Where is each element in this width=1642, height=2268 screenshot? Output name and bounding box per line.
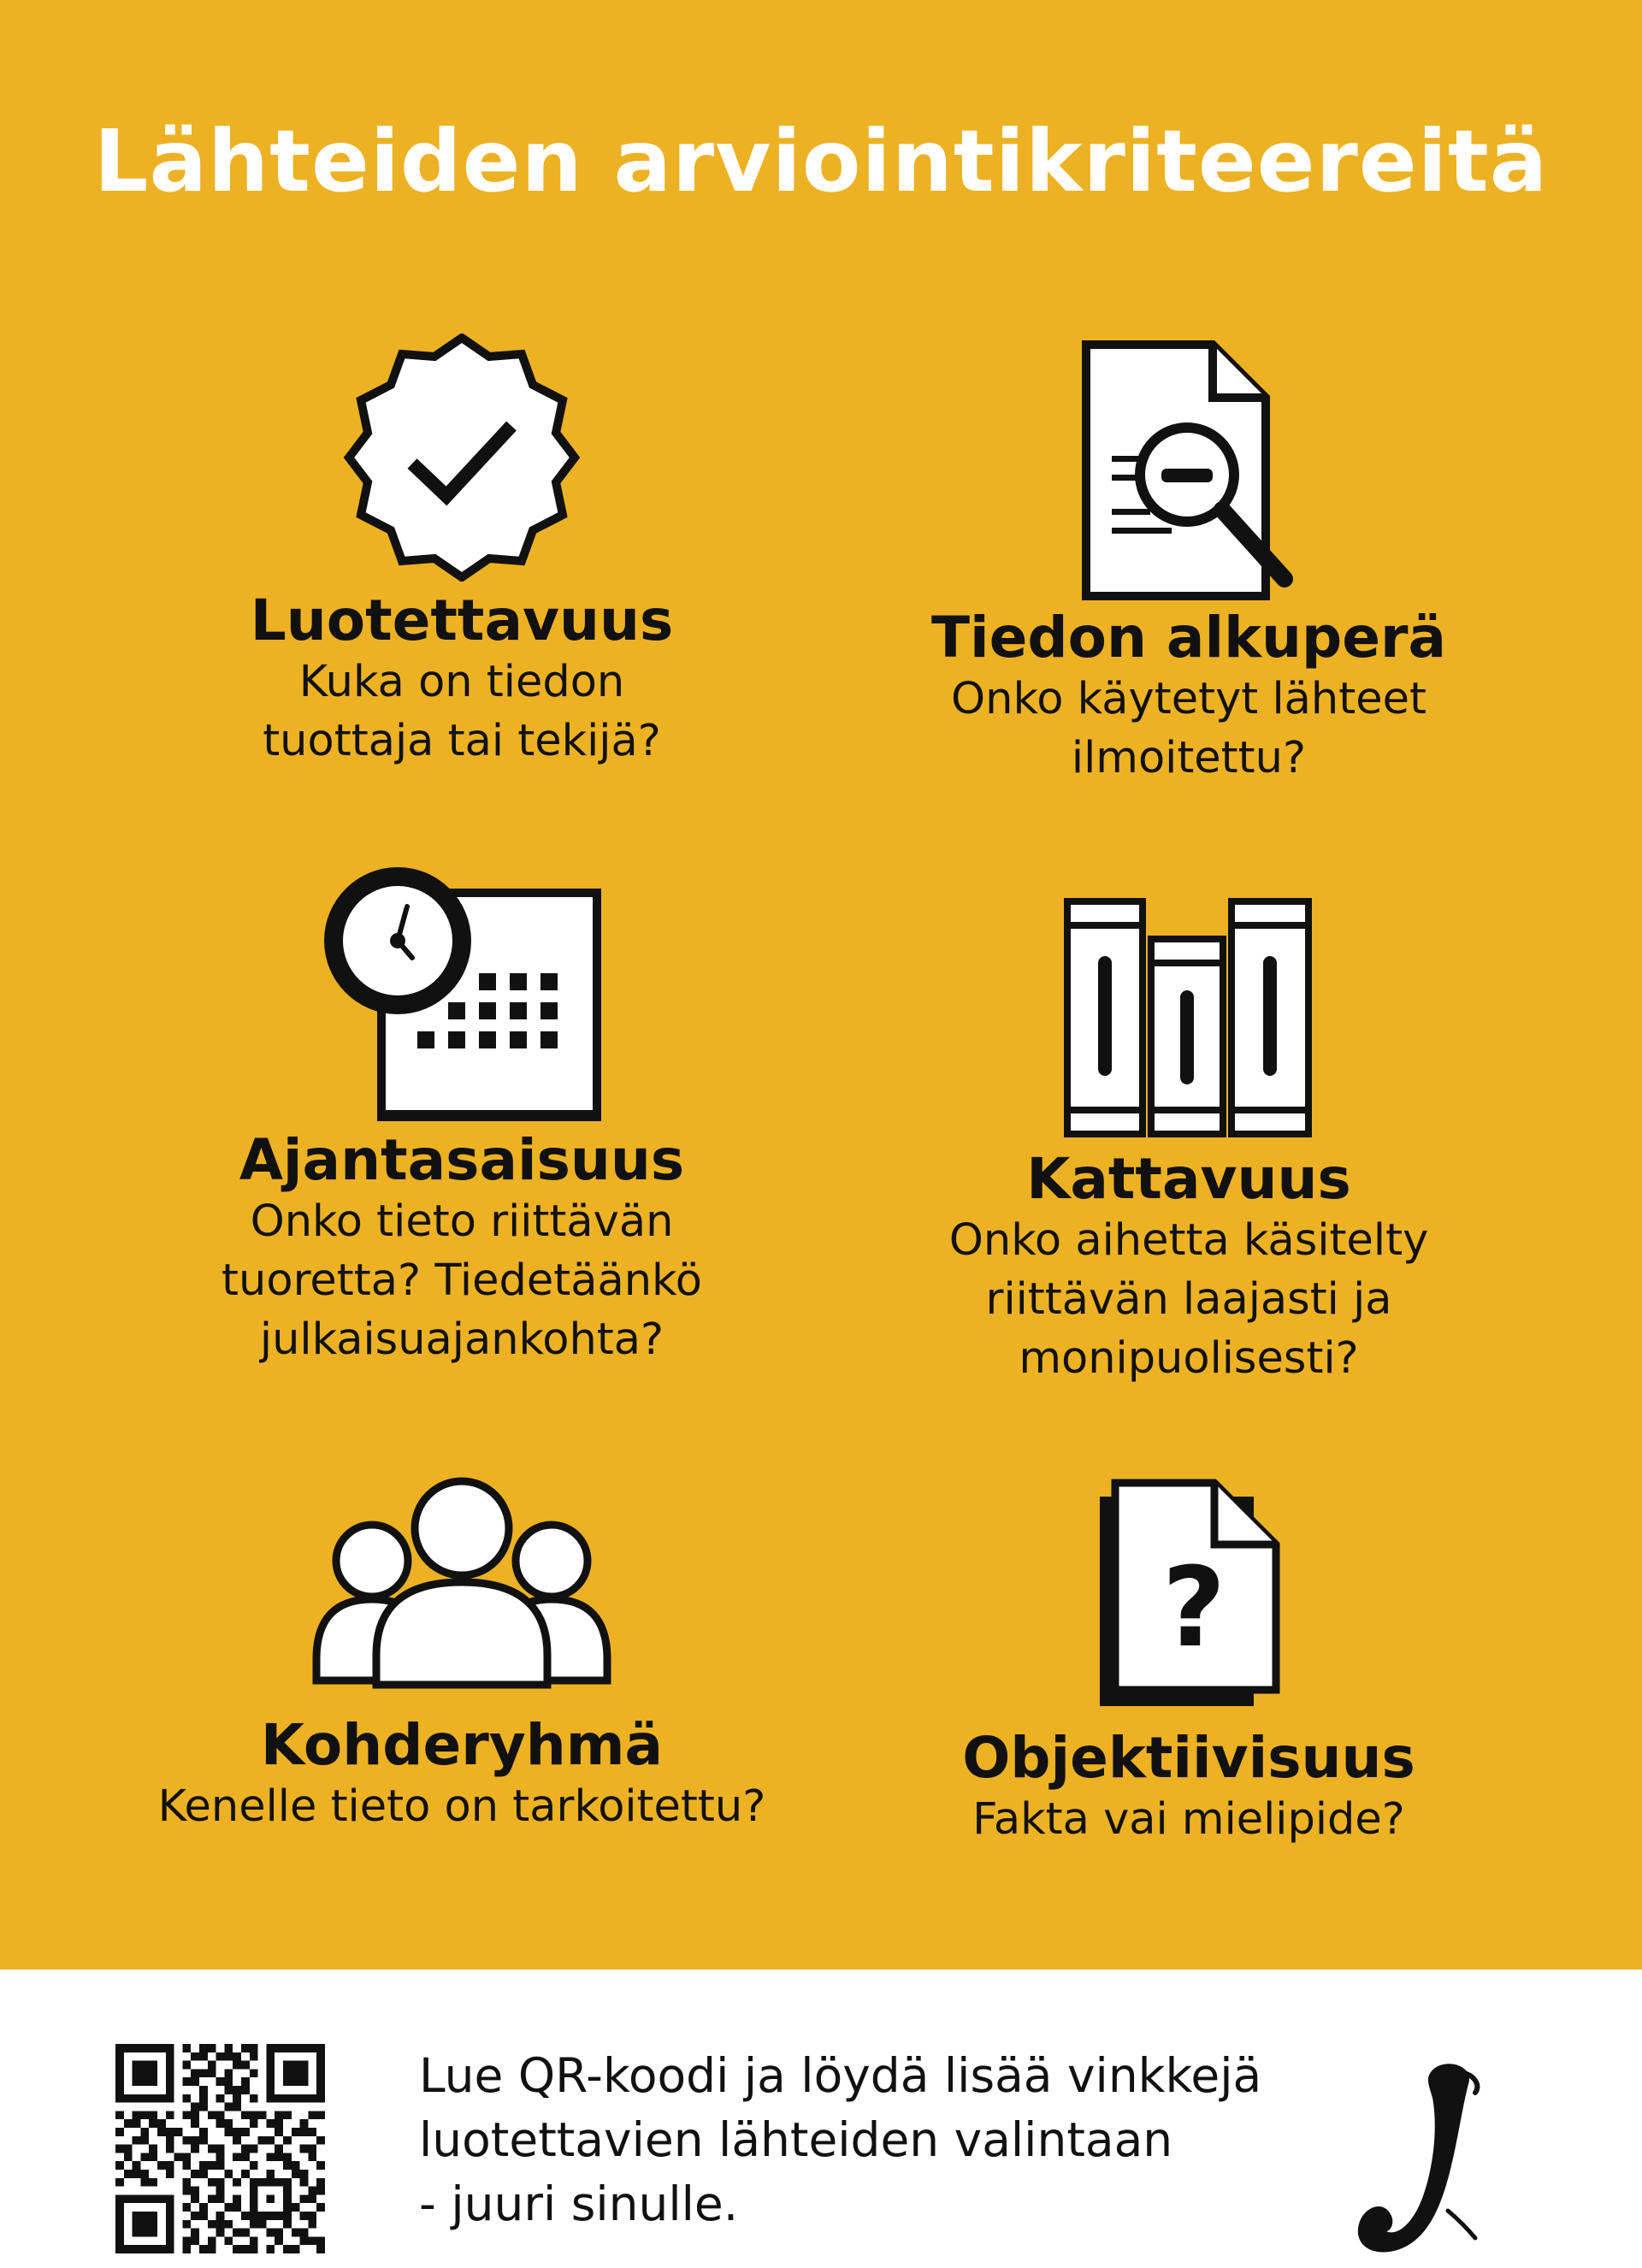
criterion-heading: Kattavuus — [1026, 1146, 1351, 1212]
criterion-kattavuus — [881, 896, 1497, 1389]
svg-text:?: ? — [1161, 1544, 1226, 1672]
criterion-luotettavuus — [154, 334, 770, 771]
criterion-objektiivisuus — [881, 1478, 1497, 1849]
document-question-icon — [1095, 1478, 1283, 1709]
document-magnifier-icon — [1060, 338, 1317, 603]
footer-text: Lue QR-koodi ja löydä lisää vinkkejä luotettavien lähteiden valintaan - juuri sinulle. — [419, 2048, 1262, 2231]
criterion-ajantasaisuus — [154, 855, 770, 1370]
criterion-heading: Objektiivisuus — [962, 1725, 1415, 1791]
criterion-tiedon-alkupera — [881, 338, 1497, 788]
criterion-question: Onko aihetta käsitelty riittävän laajasti ja monipuolisesti? — [948, 1214, 1429, 1385]
criterion-heading: Ajantasaisuus — [239, 1127, 685, 1193]
people-group-icon — [308, 1475, 616, 1689]
criterion-question: Kuka on tiedon tuottaja tai tekijä? — [263, 656, 661, 766]
criterion-question: Onko tieto riittävän tuoretta? Tiedetäänkö julkaisuajankohta? — [221, 1196, 702, 1366]
qr-code-icon[interactable] — [115, 2044, 325, 2253]
brand-logo-icon — [1347, 2048, 1497, 2258]
criterion-kohderyhma — [154, 1475, 770, 1836]
books-icon — [1060, 896, 1317, 1140]
poster-title: Lähteiden arviointikriteereitä — [93, 111, 1549, 211]
criterion-heading: Tiedon alkuperä — [930, 605, 1447, 670]
calendar-clock-icon — [316, 855, 607, 1125]
verified-badge-icon — [334, 334, 590, 582]
criterion-heading: Kohderyhmä — [260, 1712, 664, 1778]
criterion-heading: Luotettavuus — [250, 588, 674, 653]
criterion-question: Kenelle tieto on tarkoitettu? — [157, 1781, 766, 1832]
criterion-question: Onko käytetyt lähteet ilmoitettu? — [951, 673, 1426, 783]
criterion-question: Fakta vai mielipide? — [972, 1793, 1405, 1845]
